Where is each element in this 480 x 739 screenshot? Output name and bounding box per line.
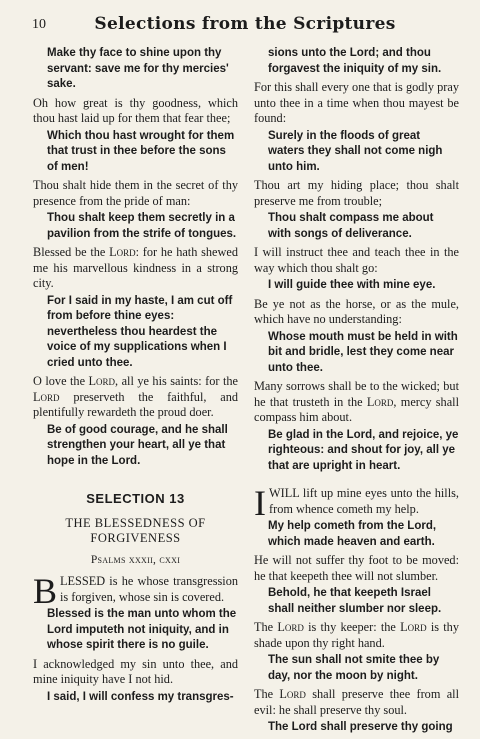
verse-reading: Blessed be the Lord: for he hath shewed me his marvellous kindness in a strong city. xyxy=(33,245,238,290)
right-column xyxy=(254,46,459,739)
verse-response: Thou shalt compass me about with songs of deliverance. xyxy=(268,212,434,240)
verse-response: Which thou hast wrought for them that trust in thee before the sons of men! xyxy=(47,129,235,173)
selection-reference: Psalms xxxii, cxxi xyxy=(90,554,181,566)
verse-reading: Thou art my hiding place; thou shalt preserve me from trouble; xyxy=(254,178,459,208)
verse-response: Make thy face to shine upon thy servant: save me for thy mercies' sake. xyxy=(47,47,229,90)
verse-response: Be of good courage, and he shall strengthen your heart, all ye that hope in the Lord. xyxy=(47,423,228,467)
page-number: 10 xyxy=(32,17,46,32)
verse-reading: Be ye not as the horse, or as the mule, which have no understanding: xyxy=(254,296,459,326)
verse-reading: Many sorrows shall be to the wicked; but he that trusteth in the Lord, mercy shall compass him about. xyxy=(254,379,459,424)
drop-cap: B xyxy=(33,571,58,611)
verse-reading: I will instruct thee and teach thee in the way which thou shalt go: xyxy=(254,245,459,275)
selection-heading: SELECTION 13 xyxy=(86,491,185,506)
verse-response: For I said in my haste, I am cut off from before thine eyes: nevertheless thou heardest the voice of my supplications when I cried unto thee. xyxy=(47,294,233,369)
verse-reading: Thou shalt hide them in the secret of thy presence from the pride of man: xyxy=(33,178,238,208)
left-column xyxy=(33,46,238,708)
verse-reading: The Lord is thy keeper: the Lord is thy shade upon thy right hand. xyxy=(254,620,459,650)
verse-response: Be glad in the Lord, and rejoice, ye righteous: and shout for joy, all ye that are upright in heart. xyxy=(268,428,459,472)
running-head xyxy=(32,14,458,40)
drop-cap: I xyxy=(254,483,266,523)
verse-reading: O love the Lord, all ye his saints: for the Lord preserveth the faithful, and plentifully rewardeth the proud doer. xyxy=(33,374,238,419)
verse-reading-dropcap: IWILL lift up mine eyes unto the hills, from whence cometh my help. xyxy=(254,483,459,523)
verse-response: The sun shall not smite thee by day, nor the moon by night. xyxy=(268,654,440,682)
verse-response: sions unto the Lord; and thou forgavest the iniquity of my sin. xyxy=(268,47,442,75)
verse-response: Whose mouth must be held in with bit and bridle, lest they come near unto thee. xyxy=(268,330,458,374)
verse-response: I will guide thee with mine eye. xyxy=(268,279,436,291)
page-title: Selections from the Scriptures xyxy=(94,14,396,34)
selection-title: THE BLESSEDNESS OF FORGIVENESS xyxy=(65,516,206,545)
verse-reading: Oh how great is thy goodness, which thou hast laid up for them that fear thee; xyxy=(33,95,238,125)
verse-reading-dropcap: BLESSED is he whose transgression is forgiven, whose sin is covered. xyxy=(33,571,238,611)
verse-reading: He will not suffer thy foot to be moved: he that keepeth thee will not slumber. xyxy=(254,553,459,583)
verse-reading: I acknowledged my sin unto thee, and mine iniquity have I not hid. xyxy=(33,656,238,686)
verse-response: Surely in the floods of great waters they shall not come nigh unto him. xyxy=(268,129,443,173)
verse-reading: For this shall every one that is godly pray unto thee in a time when thou mayest be found: xyxy=(254,80,459,125)
verse-response: Behold, he that keepeth Israel shall neither slumber nor sleep. xyxy=(268,587,442,615)
verse-response: Blessed is the man unto whom the Lord imputeth not iniquity, and in whose spirit there is no guile. xyxy=(47,608,237,651)
verse-reading: The Lord shall preserve thee from all evil: he shall preserve thy soul. xyxy=(254,687,459,717)
verse-response: I said, I will confess my transgres- xyxy=(47,690,234,703)
verse-response: Thou shalt keep them secretly in a pavilion from the strife of tongues. xyxy=(47,212,237,240)
verse-response: My help cometh from the Lord, which made heaven and earth. xyxy=(268,520,437,548)
verse-response: The Lord shall preserve thy going xyxy=(268,721,453,733)
